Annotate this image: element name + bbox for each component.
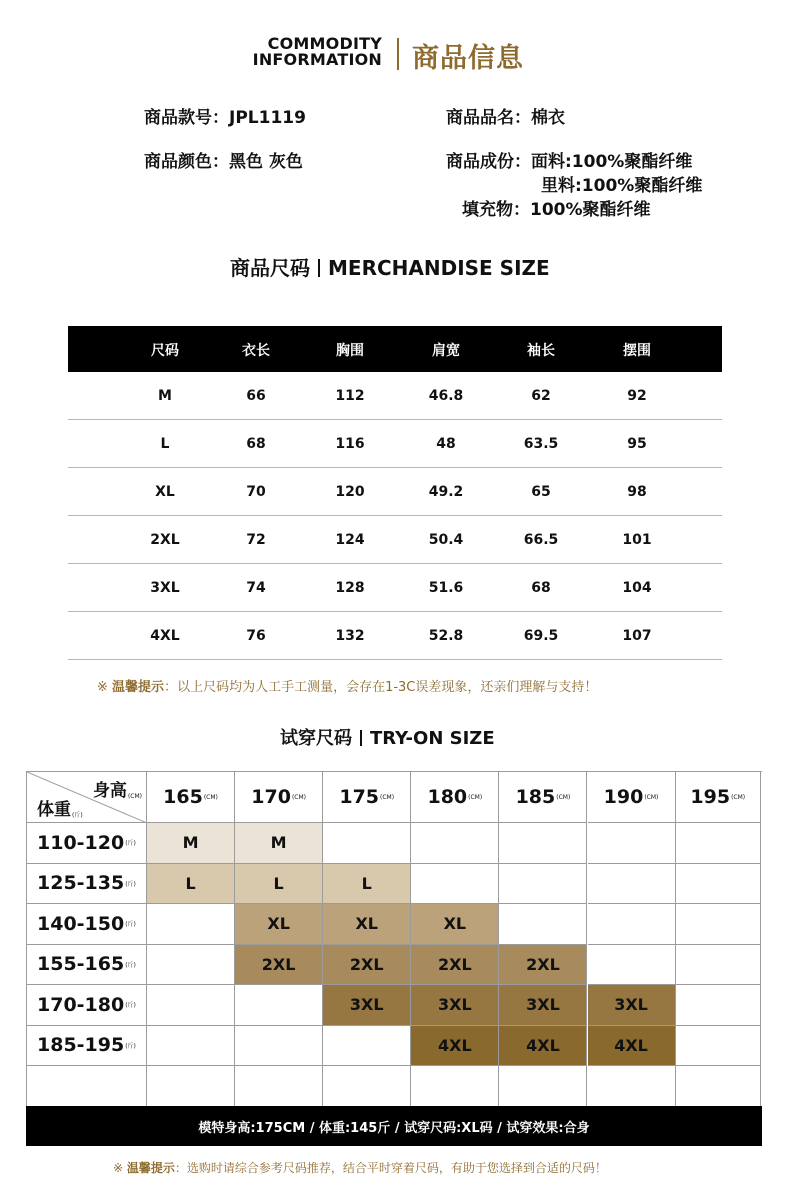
size-recommendation-cell: 3XL	[499, 985, 587, 1026]
unit-label: (斤)	[72, 812, 83, 819]
table-row	[68, 564, 722, 612]
size-recommendation-cell: 4XL	[499, 1026, 587, 1067]
weight-value: 155-165	[37, 953, 125, 976]
table-cell: 68	[246, 436, 266, 452]
height-header-cell	[411, 772, 499, 823]
size-recommendation-cell: 3XL	[411, 985, 499, 1026]
size-recommendation-cell	[411, 823, 499, 864]
size-recommendation-cell	[499, 864, 587, 905]
size-recommendation-cell: M	[147, 823, 235, 864]
table-cell: 62	[531, 388, 551, 404]
size-recommendation-cell: 2XL	[499, 945, 587, 986]
size-recommendation-cell	[147, 985, 235, 1026]
height-header-cell	[676, 772, 761, 823]
table-row	[68, 372, 722, 420]
size-recommendation-cell	[235, 985, 323, 1026]
corner-height-label	[93, 776, 142, 801]
table-cell: 107	[622, 628, 652, 644]
height-value: 175	[339, 786, 380, 808]
size-header-cell: 肩宽	[432, 343, 460, 359]
table-cell: 63.5	[523, 436, 559, 452]
table-cell: M	[158, 388, 172, 404]
unit-label: (CM)	[380, 793, 395, 801]
table-cell: 65	[531, 484, 551, 500]
unit-label: (斤)	[125, 921, 136, 929]
unit-label: (CM)	[556, 793, 571, 801]
height-header-cell	[235, 772, 323, 823]
weight-value: 140-150	[37, 912, 125, 935]
height-value: 190	[603, 786, 644, 808]
size-recommendation-cell	[235, 1026, 323, 1067]
unit-label: (CM)	[203, 793, 218, 801]
header-chinese: 商品信息	[412, 43, 524, 74]
corner-weight-label	[37, 795, 83, 820]
unit-label: (斤)	[125, 840, 136, 848]
size-recommendation-cell	[235, 1066, 323, 1107]
tryon-section-title	[280, 724, 495, 750]
table-cell: 101	[622, 532, 652, 548]
size-recommendation-cell: 2XL	[411, 945, 499, 986]
table-cell: 128	[335, 580, 365, 596]
table-row	[68, 516, 722, 564]
unit-label: (斤)	[125, 1042, 136, 1050]
tryon-tip	[113, 1159, 607, 1176]
table-cell: 48	[436, 436, 456, 452]
size-recommendation-cell	[588, 945, 676, 986]
tip-key: 温馨提示	[112, 680, 165, 695]
table-cell: 132	[335, 628, 365, 644]
size-recommendation-cell: 3XL	[588, 985, 676, 1026]
table-cell: 4XL	[150, 628, 180, 644]
size-recommendation-cell	[676, 945, 761, 986]
table-cell: 98	[627, 484, 647, 500]
info-composition-2: 里料:100%聚酯纤维	[541, 176, 703, 196]
unit-label: (CM)	[731, 793, 746, 801]
weight-row-label	[27, 985, 147, 1026]
size-recommendation-cell: XL	[235, 904, 323, 945]
size-recommendation-cell	[323, 1026, 411, 1067]
table-cell: 95	[627, 436, 647, 452]
unit-label: (斤)	[125, 961, 136, 969]
size-recommendation-cell: 3XL	[323, 985, 411, 1026]
size-recommendation-cell: XL	[411, 904, 499, 945]
size-recommendation-cell	[147, 1026, 235, 1067]
tip-text: ：以上尺码均为人工手工测量，会存在1-3C误差现象，还亲们理解与支持！	[164, 680, 598, 695]
size-header-cell: 尺码	[151, 343, 179, 359]
size-recommendation-cell: M	[235, 823, 323, 864]
table-cell: 124	[335, 532, 365, 548]
size-recommendation-cell	[676, 864, 761, 905]
size-recommendation-cell	[147, 945, 235, 986]
info-color: 商品颜色：黑色 灰色	[144, 152, 303, 172]
height-value: 165	[163, 786, 203, 808]
title-divider	[360, 730, 362, 746]
table-cell: 46.8	[428, 388, 464, 404]
size-recommendation-cell: 2XL	[235, 945, 323, 986]
table-cell: 74	[246, 580, 266, 596]
size-recommendation-cell: 2XL	[323, 945, 411, 986]
table-row	[68, 612, 722, 660]
size-recommendation-cell	[411, 1066, 499, 1107]
table-cell: 112	[335, 388, 365, 404]
weight-row-label	[27, 864, 147, 905]
table-cell: 68	[531, 580, 551, 596]
info-style-no: 商品款号：JPL1119	[144, 108, 306, 128]
header-english	[236, 36, 382, 68]
size-header-cell: 衣长	[242, 343, 270, 359]
size-recommendation-cell	[588, 904, 676, 945]
info-name: 商品品名：棉衣	[446, 108, 565, 128]
size-recommendation-cell	[499, 904, 587, 945]
weight-value: 125-135	[37, 872, 125, 895]
table-cell: L	[160, 436, 170, 452]
size-recommendation-cell: L	[147, 864, 235, 905]
table-cell: 2XL	[150, 532, 180, 548]
size-table-header	[68, 326, 722, 372]
size-recommendation-cell	[676, 1066, 761, 1107]
weight-value: 110-120	[37, 831, 125, 854]
tryon-title-en: TRY-ON SIZE	[370, 728, 495, 749]
weight-row-label	[27, 823, 147, 864]
table-cell: 116	[335, 436, 365, 452]
table-cell: 66.5	[523, 532, 559, 548]
table-row	[68, 468, 722, 516]
weight-row-label	[27, 945, 147, 986]
corner-height-text: 身高	[92, 781, 127, 801]
size-recommendation-cell	[499, 1066, 587, 1107]
height-header-cell	[147, 772, 235, 823]
size-recommendation-cell	[147, 904, 235, 945]
size-recommendation-cell	[323, 1066, 411, 1107]
size-recommendation-cell	[676, 904, 761, 945]
size-recommendation-cell	[588, 1066, 676, 1107]
unit-label: (斤)	[125, 880, 136, 888]
size-header-cell: 袖长	[527, 343, 555, 359]
size-recommendation-cell: L	[323, 864, 411, 905]
table-cell: 76	[246, 628, 266, 644]
weight-row-label	[27, 1026, 147, 1067]
unit-label: (CM)	[291, 793, 306, 801]
table-cell: 120	[335, 484, 365, 500]
weight-row-label	[27, 904, 147, 945]
table-cell: 3XL	[150, 580, 180, 596]
size-recommendation-cell	[147, 1066, 235, 1107]
unit-label: (斤)	[125, 1002, 136, 1010]
size-recommendation-cell	[676, 985, 761, 1026]
size-title-en: MERCHANDISE SIZE	[328, 256, 550, 280]
size-header-cell: 胸围	[336, 343, 364, 359]
corner-weight-text: 体重	[37, 800, 71, 820]
table-cell: 92	[627, 388, 647, 404]
height-header-cell	[499, 772, 587, 823]
height-value: 180	[427, 786, 468, 808]
table-cell: 50.4	[428, 532, 464, 548]
size-tip	[97, 676, 597, 695]
table-cell: 52.8	[428, 628, 464, 644]
height-value: 195	[690, 786, 731, 808]
size-table	[68, 326, 722, 660]
table-cell: 66	[246, 388, 266, 404]
weight-row-label	[27, 1066, 147, 1107]
size-recommendation-cell: 4XL	[411, 1026, 499, 1067]
weight-value: 185-195	[37, 1034, 125, 1057]
info-composition-3: 填充物：100%聚酯纤维	[462, 200, 651, 220]
tryon-title-cn: 试穿尺码	[280, 728, 352, 749]
header-divider	[397, 38, 399, 70]
size-recommendation-cell	[588, 823, 676, 864]
header-en-line2: INFORMATION	[252, 50, 382, 69]
table-cell: 69.5	[523, 628, 559, 644]
tip-text: ：选购时请综合参考尺码推荐，结合平时穿着尺码，有助于您选择到合适的尺码！	[174, 1161, 607, 1175]
info-composition-1: 商品成份：面料:100%聚酯纤维	[446, 152, 693, 172]
size-header-cell: 摆围	[623, 343, 651, 359]
tip-key: 温馨提示	[126, 1161, 175, 1175]
model-info-bar: 模特身高:175CM / 体重:145斤 / 试穿尺码:XL码 / 试穿效果:合身	[26, 1106, 762, 1146]
tip-star: ※	[97, 680, 108, 695]
weight-value: 170-180	[37, 993, 125, 1016]
height-value: 185	[515, 786, 556, 808]
size-recommendation-cell: 4XL	[588, 1026, 676, 1067]
height-header-cell	[588, 772, 676, 823]
size-recommendation-cell	[499, 823, 587, 864]
table-cell: 51.6	[428, 580, 464, 596]
table-cell: 104	[622, 580, 652, 596]
title-divider	[318, 259, 320, 277]
size-recommendation-cell: XL	[323, 904, 411, 945]
table-cell: 70	[246, 484, 266, 500]
height-value: 170	[251, 786, 291, 808]
size-recommendation-cell: L	[235, 864, 323, 905]
unit-label: (CM)	[127, 793, 142, 800]
grid-corner-cell	[27, 772, 147, 823]
tip-star: ※	[113, 1161, 124, 1175]
size-recommendation-cell	[323, 823, 411, 864]
size-section-title	[230, 252, 550, 281]
unit-label: (CM)	[644, 793, 659, 801]
size-title-cn: 商品尺码	[230, 256, 310, 280]
size-recommendation-cell	[676, 1026, 761, 1067]
height-header-cell	[323, 772, 411, 823]
table-cell: 72	[246, 532, 266, 548]
table-cell: XL	[155, 484, 175, 500]
table-cell: 49.2	[428, 484, 464, 500]
size-recommendation-cell	[676, 823, 761, 864]
size-recommendation-cell	[588, 864, 676, 905]
tryon-grid	[26, 771, 762, 1106]
size-table-body	[68, 372, 722, 660]
table-row	[68, 420, 722, 468]
size-recommendation-cell	[411, 864, 499, 905]
unit-label: (CM)	[468, 793, 483, 801]
header-en-line1: COMMODITY	[267, 34, 382, 53]
